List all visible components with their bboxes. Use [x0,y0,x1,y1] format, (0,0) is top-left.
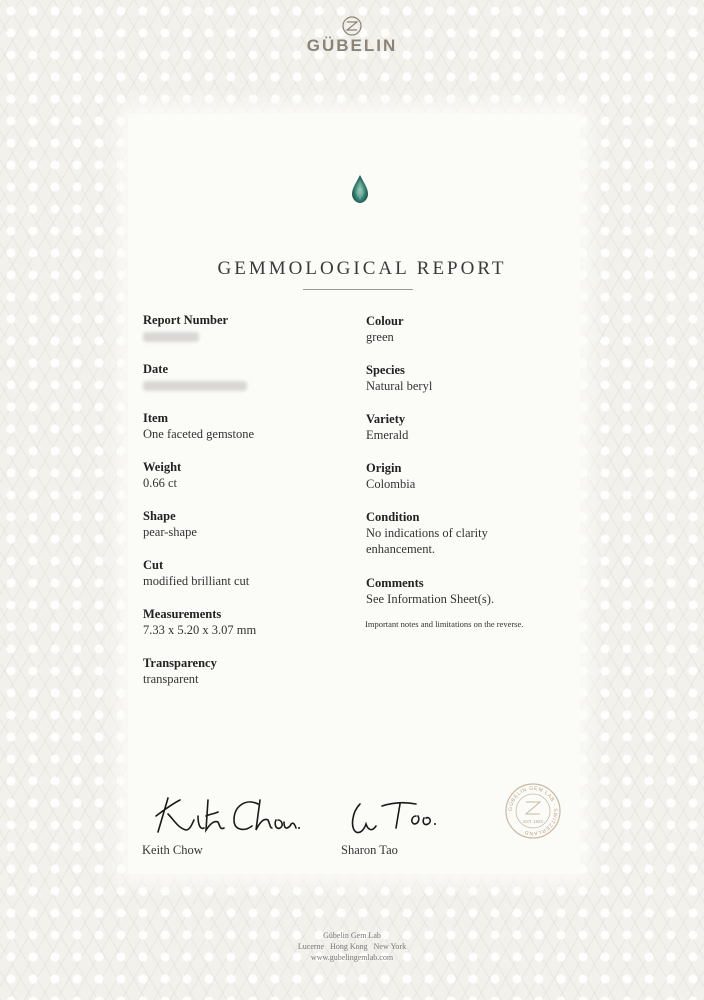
redacted-report-number [143,332,199,342]
field-label: Species [366,363,405,377]
gubelin-gem-lab-seal [504,782,562,840]
svg-text:GÜBELIN GEM LAB · SWITZERLAND [508,786,558,836]
limitations-note: Important notes and limitations on the reverse. [365,619,524,629]
field-value: Colombia [366,477,416,491]
field-value: 7.33 x 5.20 x 3.07 mm [143,623,257,637]
field-label: Transparency [143,656,217,670]
field-value: modified brilliant cut [143,574,250,588]
field-item [143,410,254,442]
field-label: Colour [366,314,404,328]
field-date [143,361,247,395]
field-value: pear-shape [143,525,197,539]
field-value: Emerald [366,428,409,442]
field-measurements [143,606,256,638]
field-weight [143,459,181,491]
field-origin [366,460,566,492]
field-label: Variety [366,412,406,426]
report-title: GEMMOLOGICAL REPORT [217,258,507,279]
field-label: Condition [366,510,420,524]
field-value: See Information Sheet(s). [366,592,495,606]
field-colour [366,313,566,345]
field-label: Comments [366,576,424,590]
field-value: 0.66 ct [143,476,178,490]
footer-lab-name: Gübelin Gem Lab [323,931,381,940]
footer-website-link[interactable]: www.gubelingemlab.com [310,953,394,962]
field-species [366,362,566,394]
field-variety [366,411,566,443]
emerald-gem-image [350,174,370,204]
field-transparency [143,655,217,687]
keith-chow-signature [146,794,302,838]
redacted-date [143,381,247,391]
field-report-number [143,312,228,346]
lab-footer [0,930,704,963]
field-shape [143,508,197,540]
field-label: Item [143,411,168,425]
seal-center-text: EST. 1923 [523,819,543,824]
field-value: transparent [143,672,199,686]
title-divider [303,289,413,290]
seal-ring-text: GÜBELIN GEM LAB · SWITZERLAND · [507,785,559,837]
field-label: Weight [143,460,182,474]
field-value: green [366,330,394,344]
field-label: Report Number [143,313,229,327]
field-label: Shape [143,509,176,523]
field-value: Natural beryl [366,379,433,393]
sharon-tao-signature [346,794,442,838]
signatory-name-2: Sharon Tao [341,843,398,857]
field-label: Date [143,362,168,376]
field-label: Cut [143,558,164,572]
field-label: Measurements [143,607,222,621]
field-condition [366,509,566,557]
footer-locations: Lucerne Hong Kong New York [297,942,407,951]
report-sheet [128,114,580,874]
field-value-line: enhancement. [366,542,436,556]
field-value-line: No indications of clarity [366,526,488,540]
signatory-name-1: Keith Chow [142,843,203,857]
gubelin-logo-icon [342,16,362,36]
field-comments [366,575,566,607]
field-value: One faceted gemstone [143,427,255,441]
field-cut [143,557,249,589]
brand-wordmark: GÜBELIN [306,36,398,55]
field-label: Origin [366,461,402,475]
